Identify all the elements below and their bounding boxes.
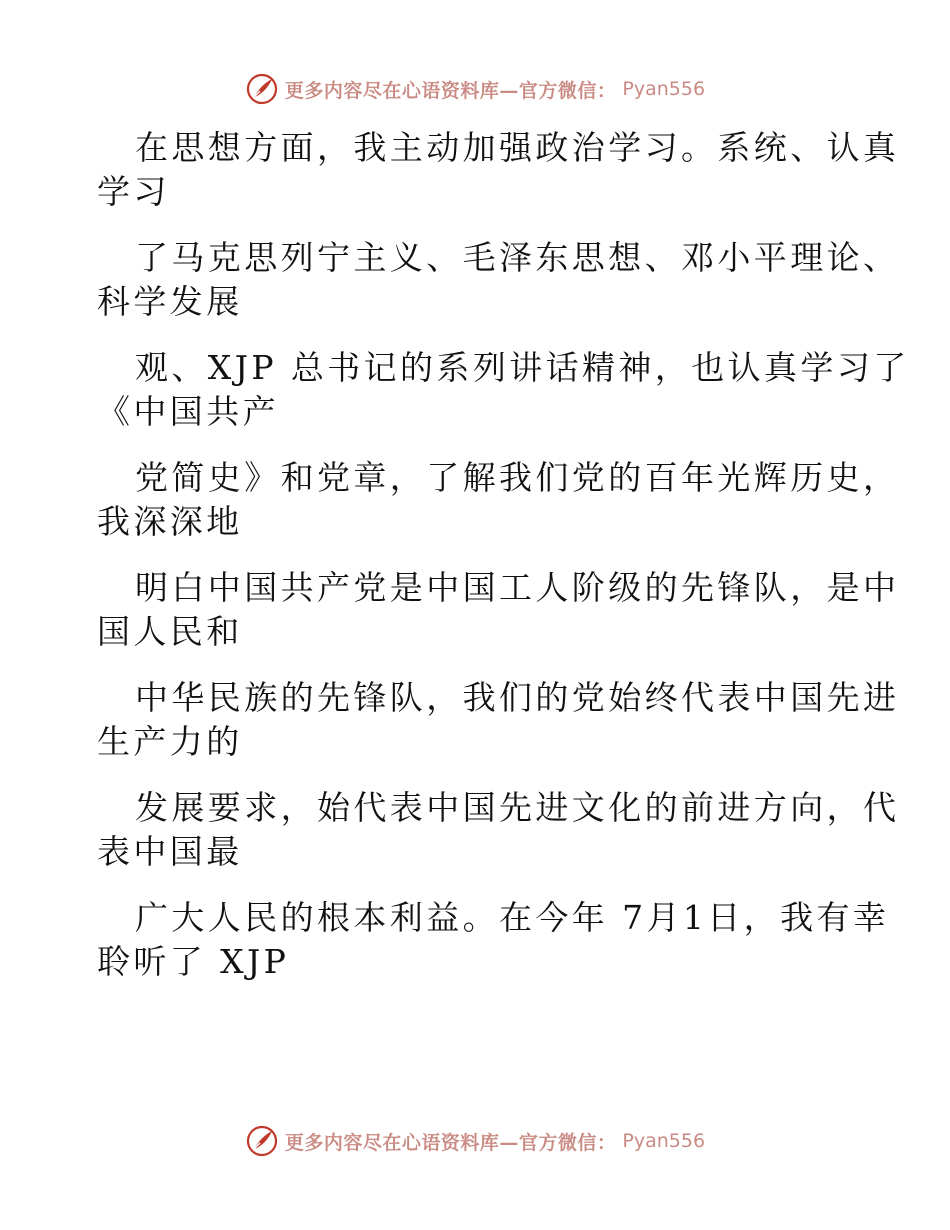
paragraph-line-wrap: 生产力的	[97, 722, 243, 761]
footer-watermark	[0, 1124, 950, 1158]
paragraph-line: 广大人民的根本利益。在今年 7月1日，我有幸	[135, 898, 890, 937]
paragraph-line-wrap: 学习	[97, 172, 170, 211]
paragraph-line-wrap: 国人民和	[97, 612, 243, 651]
paragraph-line-wrap: 科学发展	[97, 282, 243, 321]
paragraph-line: 观、XJP 总书记的系列讲话精神，也认真学习了	[135, 348, 910, 387]
paragraph-line-wrap: 表中国最	[97, 832, 243, 871]
paragraph-line: 明白中国共产党是中国工人阶级的先锋队，是中	[135, 568, 900, 607]
quill-pen-icon	[245, 1124, 279, 1158]
watermark-text: 更多内容尽在心语资料库—官方微信：	[284, 1131, 617, 1154]
paragraph-line: 了马克思列宁主义、毛泽东思想、邓小平理论、	[135, 238, 900, 277]
quill-pen-icon	[245, 72, 279, 106]
paragraph-line: 党简史》和党章，了解我们党的百年光辉历史，	[135, 458, 900, 497]
paragraph-line: 在思想方面，我主动加强政治学习。系统、认真	[135, 128, 900, 167]
paragraph-line: 中华民族的先锋队，我们的党始终代表中国先进	[135, 678, 900, 717]
watermark-wechat-id: Pyan556	[622, 78, 706, 100]
paragraph-line-wrap: 《中国共产	[97, 392, 279, 431]
watermark-wechat-id: Pyan556	[622, 1130, 706, 1152]
paragraph-line: 发展要求，始代表中国先进文化的前进方向，代	[135, 788, 900, 827]
document-body	[97, 126, 910, 1006]
paragraph-line-wrap: 聆听了 XJP	[97, 942, 290, 981]
paragraph-line-wrap: 我深深地	[97, 502, 243, 541]
header-watermark	[0, 72, 950, 106]
watermark-text: 更多内容尽在心语资料库—官方微信：	[284, 79, 617, 102]
